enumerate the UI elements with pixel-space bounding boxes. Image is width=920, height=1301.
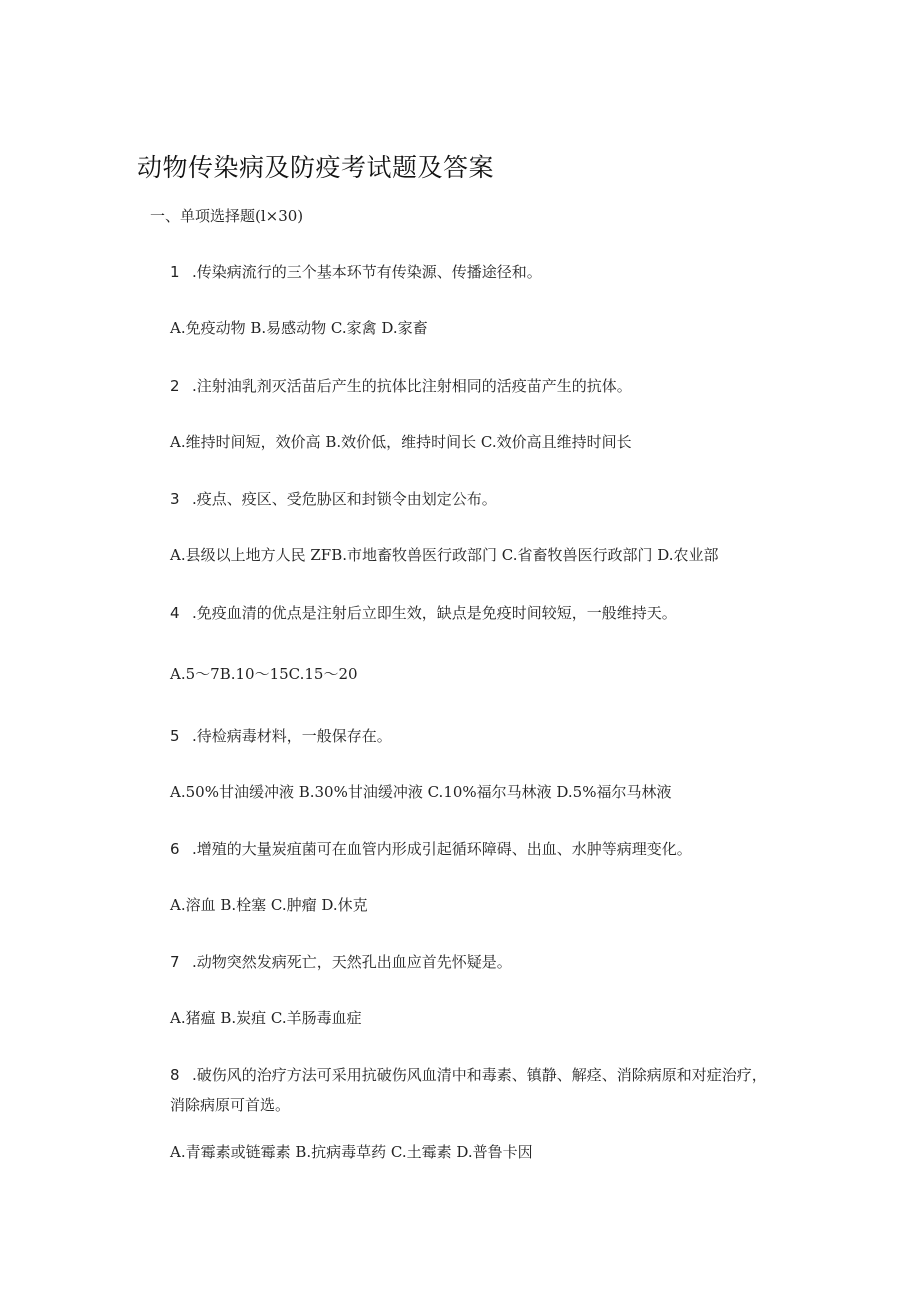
question-number: 8: [170, 1066, 180, 1084]
question-1-options: A.免疫动物 B.易感动物 C.家禽 D.家畜: [170, 319, 428, 337]
section-heading: 一、单项选择题(l×30): [150, 207, 304, 225]
question-8-options: A.青霉素或链霉素 B.抗病毒草药 C.土霉素 D.普鲁卡因: [170, 1143, 533, 1161]
question-text: .疫点、疫区、受危胁区和封锁令由划定公布。: [192, 490, 497, 508]
question-text: .破伤风的治疗方法可采用抗破伤风血清中和毒素、镇静、解痉、消除病原和对症治疗，消除病原可首选。: [170, 1066, 767, 1114]
question-5: [170, 726, 392, 746]
question-text: .注射油乳剂灭活苗后产生的抗体比注射相同的活疫苗产生的抗体。: [192, 377, 632, 395]
question-text: .待检病毒材料，一般保存在。: [192, 727, 392, 745]
question-text: .传染病流行的三个基本环节有传染源、传播途径和。: [192, 263, 542, 281]
question-5-options: A.50%甘油缓冲液 B.30%甘油缓冲液 C.10%福尔马林液 D.5%福尔马林液: [170, 783, 672, 801]
question-4-options: A.5～7B.10～15C.15～20: [170, 665, 358, 683]
question-number: 6: [170, 840, 180, 858]
question-number: 1: [170, 263, 180, 281]
question-number: 2: [170, 377, 180, 395]
question-6: [170, 839, 692, 859]
question-number: 5: [170, 727, 180, 745]
question-2-options: A.维持时间短，效价高 B.效价低，维持时间长 C.效价高且维持时间长: [170, 433, 632, 451]
question-7: [170, 952, 512, 972]
question-1: [170, 262, 542, 282]
question-number: 4: [170, 604, 180, 622]
question-2: [170, 376, 632, 396]
document-title: 动物传染病及防疫考试题及答案: [137, 153, 495, 182]
question-number: 3: [170, 490, 180, 508]
question-4: [170, 603, 677, 623]
question-3: [170, 489, 497, 509]
question-number: 7: [170, 953, 180, 971]
question-text: .免疫血清的优点是注射后立即生效，缺点是免疫时间较短，一般维持天。: [192, 604, 677, 622]
question-text: .增殖的大量炭疽菌可在血管内形成引起循环障碍、出血、水肿等病理变化。: [192, 840, 692, 858]
question-3-options: A.县级以上地方人民 ZFB.市地畜牧兽医行政部门 C.省畜牧兽医行政部门 D.农业部: [170, 546, 719, 564]
question-8: [170, 1060, 770, 1120]
question-6-options: A.溶血 B.栓塞 C.肿瘤 D.休克: [170, 896, 368, 914]
question-text: .动物突然发病死亡，天然孔出血应首先怀疑是。: [192, 953, 512, 971]
question-7-options: A.猪瘟 B.炭疽 C.羊肠毒血症: [170, 1009, 362, 1027]
